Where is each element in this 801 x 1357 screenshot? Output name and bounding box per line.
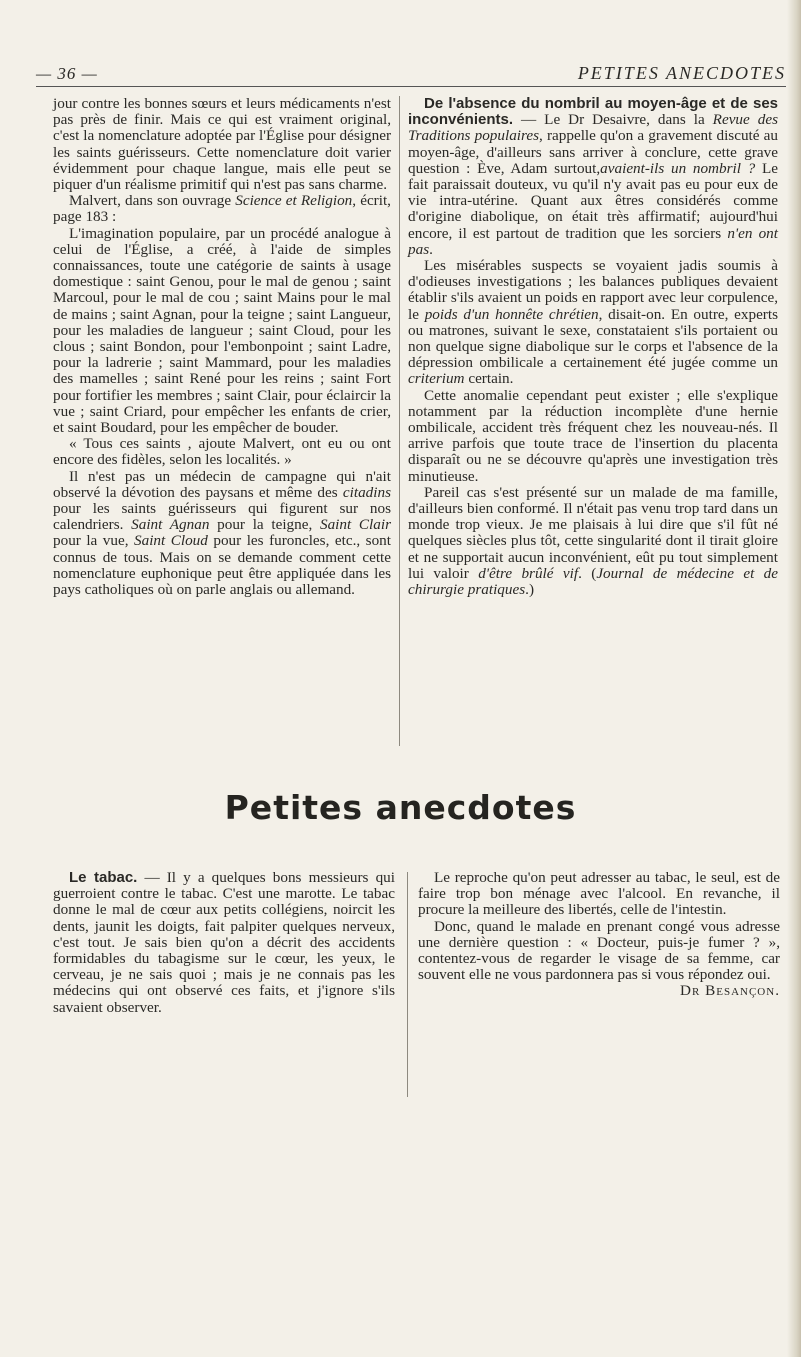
text: pour la vue, — [53, 532, 135, 550]
page-header — [36, 54, 786, 84]
text: pour les saints guérisseurs qui figurent sur nos calendriers. — [53, 500, 391, 534]
running-head: PETITES ANECDOTES — [577, 63, 786, 83]
page-edge-shadow — [787, 0, 801, 1357]
author-signature: Dr Besançon. — [680, 982, 780, 1000]
text: .) — [525, 581, 534, 599]
text: , disait-on. En outre, experts ou matrones, suivant le sexe, constataient s'ils portaient ou non quelque signe diabolique sur le corps et l'absence de la dépression ombilicale a certainement été jugée comme un — [408, 305, 778, 372]
right-column-bottom — [418, 870, 780, 1000]
journal-title: Revue des Traditions populaires — [408, 111, 778, 145]
italic-text: criterium — [408, 370, 465, 388]
paragraph: Cette anomalie cependant peut exister ; elle s'explique notamment par la réduction incomplète d'une hernie ombilicale, accident très fréquent chez les nouveau-nés. Il arrive parfois que toute trace de l'insertion du placenta disparaît ou ne se découvre qu'après une investigation très minutieuse. — [408, 386, 778, 485]
paragraph — [53, 870, 395, 1016]
text: Les misérables suspects se voyaient jadis soumis à d'odieuses investigations ; les balances publiques devaient établir s'ils avaient un poids en rapport avec leur corpulence, le — [408, 257, 778, 323]
text: Il n'est pas un médecin de campagne qui n'ait observé la dévotion des paysans et même des — [53, 467, 391, 501]
journal-title: Journal de médecine et de chirurgie pratiques — [408, 564, 778, 599]
paragraph — [53, 469, 391, 599]
italic-text: Saint Agnan — [131, 516, 210, 534]
text: , rappelle qu'on a gravement discuté au moyen-âge, d'ailleurs sans arriver à conclure, cette grave question : Ève, Adam surtout, — [408, 127, 778, 177]
italic-text: Saint Clair — [319, 516, 391, 534]
paragraph: L'imagination populaire, par un procédé analogue à celui de l'Église, a créé, à l'aide de simples connaissances, toute une catégorie de saints à usage domestique : saint Genou, pour le mal de genou ; saint Marcoul, pour le mal de cou ; saint Mains pour le mal de mains ; saint Agnan, pour la teigne ; saint Langueur, pour les maladies de langueur ; saint Cloud, pour les clous ; saint Bondon, pour l'embonpoint ; saint Ladre, pour la ladrerie ; saint Mammard, pour les maladies des mamelles ; saint René pour les reins ; saint Fort pour fortifier les membres ; saint Clair, pour éclaircir la vue ; saint Criard, pour empêcher les enfants de crier, et saint Boudard, pour les empêcher de bouder. — [53, 224, 391, 437]
text: certain. — [464, 370, 514, 388]
text: Le fait paraissait douteux, vu qu'il n'y avait pas eu pour eux de vie intra-utérine. Quant aux êtres considérés comme d'origine diabolique, on était très affirmatif; aujourd'hui encore, il est partout de tradition que les sorciers — [408, 159, 778, 242]
article-heading: Le tabac. — [69, 869, 138, 886]
text: pour les furoncles, etc., sont connus de tous. Mais on se demande comment cette nomenclature euphonique peut être appliquée dans les pays catholiques où on parle anglais ou allemand. — [53, 532, 391, 599]
paragraph — [408, 258, 778, 388]
column-divider — [399, 96, 400, 746]
section-title: Petites anecdotes — [224, 788, 577, 827]
text: . ( — [578, 564, 597, 582]
italic-text: Saint Cloud — [134, 532, 208, 550]
italic-text: poids d'un honnête chrétien — [424, 305, 599, 323]
text: , écrit, page 183 : — [53, 192, 391, 226]
italic-text: d'être brûlé vif — [478, 564, 579, 582]
paragraph — [408, 485, 778, 598]
column-divider — [407, 872, 408, 1097]
paragraph: Le reproche qu'on peut adresser au tabac, le seul, est de faire trop bon ménage avec l'alcool. En revanche, il procure la meilleure des libertés, celle de l'intestin. — [418, 869, 780, 919]
text: . — [429, 240, 433, 258]
header-rule — [36, 86, 786, 87]
book-title: Science et Religion — [235, 192, 353, 210]
paragraph — [408, 96, 778, 258]
paragraph: « Tous ces saints , ajoute Malvert, ont eu ou ont encore des fidèles, selon les localités. » — [53, 435, 391, 469]
italic-text: n'en ont pas — [408, 224, 778, 258]
italic-text: avaient-ils un nombril ? — [600, 159, 756, 177]
article-heading: De l'absence du nombril au moyen-âge et de ses inconvénients. — [408, 95, 778, 129]
left-column-top — [53, 96, 391, 598]
text: Pareil cas s'est présenté sur un malade de ma famille, d'ailleurs bien conformé. Il n'était pas venu trop tard dans un monde trop vieux. Je me plaisais à lui dire que s'il fût né quelques siècles plus tôt, cette singularité dont il tirait gloire et ne supportait aucun inconvénient, eût pu tout simplement lui valoir — [408, 483, 778, 582]
paragraph: jour contre les bonnes sœurs et leurs médicaments n'est pas près de finir. Mais ce qui est vraiment original, c'est la nomenclature adoptée par l'Église pour désigner les saints guérisseurs. Cette nomenclature doit varier évidemment pour chaque langue, mais elle peut se piquer d'un réalisme primitif qui n'est pas sans charme. — [53, 95, 391, 194]
page-number: — 36 — — [36, 64, 98, 83]
text: — Il y a quelques bons messieurs qui guerroient contre le tabac. C'est une marotte. Le tabac donne le mal de cœur aux petits collégiens, noircit les dents, jaunit les doigts, fait palpiter quelques nerveux, c'est tout. Je sais bien qu'on a décrit des accidents formidables du tabagisme sur le cœur, les yeux, le cerveau, je ne sais quoi ; mais je ne connais pas les médecins qui ont observé ces faits, et j'ignore s'ils savaient observer. — [53, 869, 395, 1016]
text: Malvert, dans son ouvrage — [69, 192, 236, 210]
italic-text: citadins — [342, 483, 391, 501]
paragraph: Donc, quand le malade en prenant congé vous adresse une dernière question : « Docteur, puis-je fumer ? », contentez-vous de regarder le visage de sa femme, car souvent elle ne vous pardonnera pas si vous répondez oui. — [418, 917, 780, 984]
right-column-top — [408, 96, 778, 598]
paragraph — [53, 193, 391, 225]
text: pour la teigne, — [209, 516, 320, 534]
text: — Le Dr Desaivre, dans la — [513, 111, 713, 129]
left-column-bottom — [53, 870, 395, 1016]
